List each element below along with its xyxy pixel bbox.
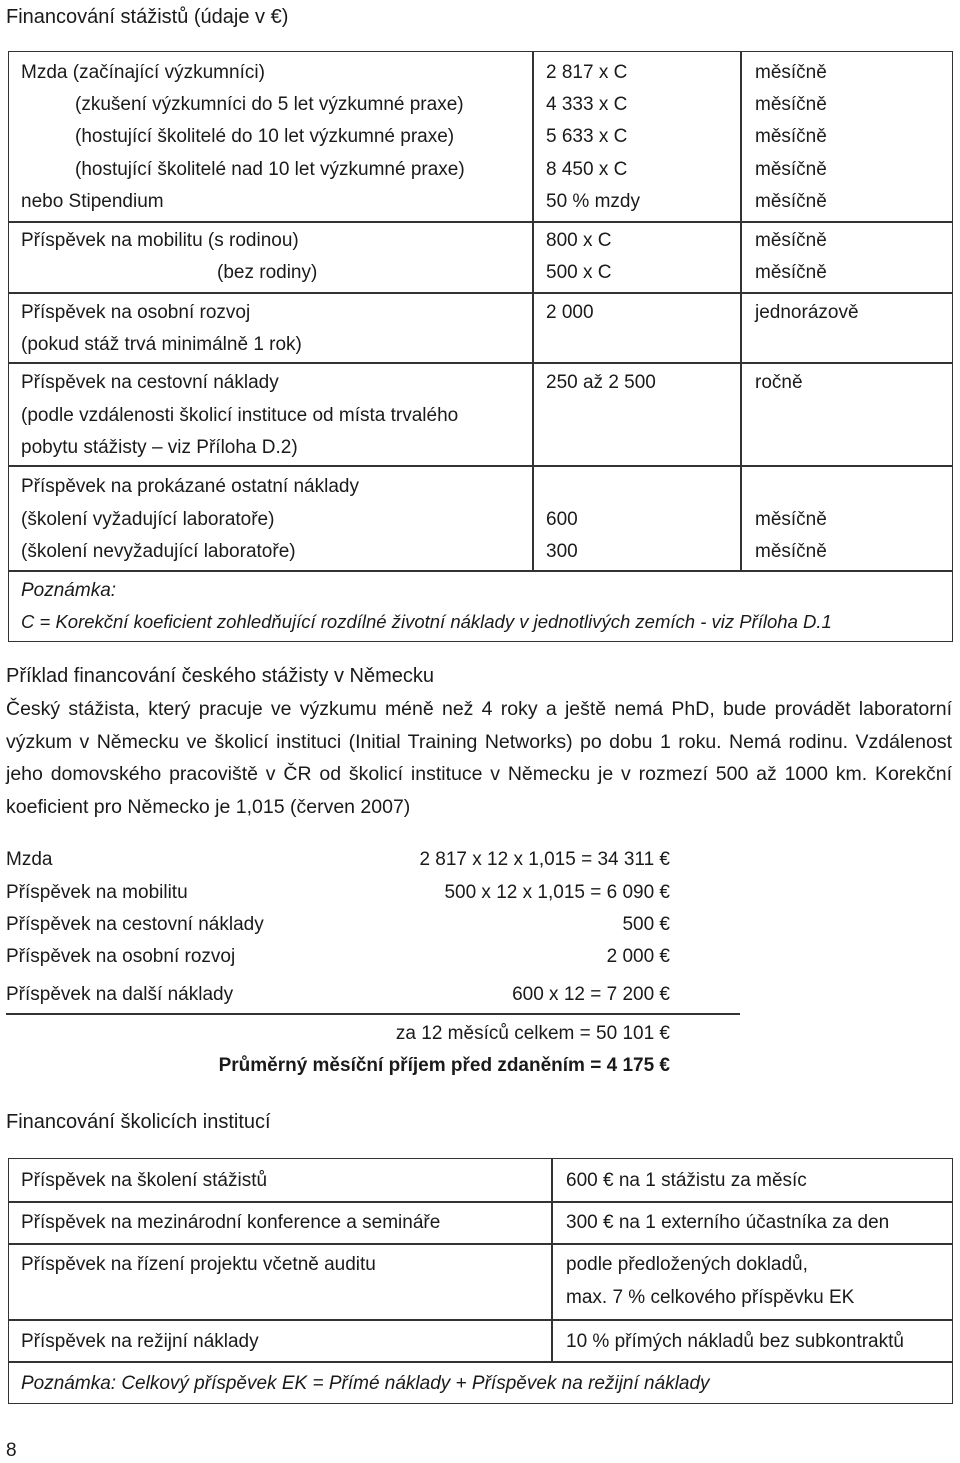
table1-cell-value: 300	[546, 541, 578, 562]
calc-value: 2 000 €	[606, 946, 670, 967]
table1-cell-label: (hostující školitelé nad 10 let výzkumné praxe)	[75, 159, 465, 180]
table1-cell-value: 500 x C	[546, 262, 612, 283]
table1-cell-label: Příspěvek na cestovní náklady	[21, 372, 279, 393]
table2-cell-value: 10 % přímých nákladů bez subkontraktů	[566, 1331, 904, 1352]
table2-cell-label: Příspěvek na školení stážistů	[21, 1170, 268, 1191]
table2-row-divider	[8, 1361, 953, 1363]
table1-cell-label: (podle vzdálenosti školicí instituce od místa trvalého	[21, 405, 459, 426]
table1-cell-value: 4 333 x C	[546, 94, 628, 115]
table2-col-divider	[551, 1158, 553, 1362]
calc-value: 500 €	[622, 914, 670, 935]
table1-cell-period: měsíčně	[755, 509, 827, 530]
table2-cell-label: Příspěvek na řízení projektu včetně auditu	[21, 1254, 376, 1275]
table1-cell-value: 600	[546, 509, 578, 530]
table2-cell-label: Příspěvek na mezinárodní konference a semináře	[21, 1212, 441, 1233]
page-number: 8	[6, 1440, 17, 1461]
table1-row-divider	[8, 221, 953, 223]
table1-cell-period: měsíčně	[755, 541, 827, 562]
table1-cell-label: Mzda (začínající výzkumníci)	[21, 62, 265, 83]
table2-cell-value: max. 7 % celkového příspěvku EK	[566, 1287, 855, 1308]
table2-cell-label: Příspěvek na režijní náklady	[21, 1331, 259, 1352]
table1-cell-period: měsíčně	[755, 230, 827, 251]
table2-cell-value: podle předložených dokladů,	[566, 1254, 808, 1275]
table1-cell-period: měsíčně	[755, 191, 827, 212]
table1-cell-period: měsíčně	[755, 159, 827, 180]
table1-cell-label: (školení vyžadující laboratoře)	[21, 509, 275, 530]
table1-note-text: C = Korekční koeficient zohledňující rozdílné životní náklady v jednotlivých zemích - viz Příloha D.1	[21, 611, 832, 632]
table1-cell-label: (pokud stáž trvá minimálně 1 rok)	[21, 334, 302, 355]
table1-row-divider	[8, 362, 953, 364]
table1-cell-value: 2 000	[546, 302, 594, 323]
calc-value: 600 x 12 = 7 200 €	[512, 984, 670, 1005]
section-title-trainee-funding: Financování stážistů (údaje v €)	[6, 6, 289, 28]
calc-value: 500 x 12 x 1,015 = 6 090 €	[444, 882, 670, 903]
table1-cell-label: Příspěvek na mobilitu (s rodinou)	[21, 230, 299, 251]
table1-cell-period: měsíčně	[755, 62, 827, 83]
table2-row-divider	[8, 1319, 953, 1321]
institution-funding-table	[8, 1158, 953, 1404]
table1-cell-label: (školení nevyžadující laboratoře)	[21, 541, 296, 562]
table2-row-divider	[8, 1201, 953, 1203]
table1-cell-label: Příspěvek na osobní rozvoj	[21, 302, 251, 323]
table1-cell-period: měsíčně	[755, 262, 827, 283]
table1-cell-period: měsíčně	[755, 94, 827, 115]
table1-cell-value: 2 817 x C	[546, 62, 628, 83]
table1-cell-label: pobytu stážisty – viz Příloha D.2)	[21, 437, 298, 458]
table2-note: Poznámka: Celkový příspěvek EK = Přímé náklady + Příspěvek na režijní náklady	[21, 1373, 710, 1394]
section-title-institution-funding: Financování školicích institucí	[6, 1111, 271, 1133]
example-title: Příklad financování českého stážisty v Německu	[6, 665, 434, 687]
table1-cell-value: 250 až 2 500	[546, 372, 656, 393]
table1-cell-label: Příspěvek na prokázané ostatní náklady	[21, 476, 359, 497]
table1-col-divider-1	[532, 51, 534, 571]
table1-col-divider-2	[740, 51, 742, 571]
table2-cell-value: 600 € na 1 stážistu za měsíc	[566, 1170, 807, 1191]
calc-label: Příspěvek na mobilitu	[6, 882, 188, 903]
table2-row-divider	[8, 1243, 953, 1245]
calc-label: Příspěvek na osobní rozvoj	[6, 946, 236, 967]
table1-row-divider	[8, 292, 953, 294]
table1-cell-value: 50 % mzdy	[546, 191, 640, 212]
table1-cell-value: 8 450 x C	[546, 159, 628, 180]
calc-value: 2 817 x 12 x 1,015 = 34 311 €	[419, 849, 670, 870]
table1-cell-period: měsíčně	[755, 126, 827, 147]
table1-cell-period: ročně	[755, 372, 803, 393]
table1-cell-label: (zkušení výzkumníci do 5 let výzkumné praxe)	[75, 94, 464, 115]
calc-label: Příspěvek na další náklady	[6, 984, 234, 1005]
table1-cell-label: (hostující školitelé do 10 let výzkumné praxe)	[75, 126, 455, 147]
calc-average: Průměrný měsíční příjem před zdaněním = 4 175 €	[218, 1055, 670, 1076]
calc-sum-line	[6, 1013, 740, 1015]
calc-label: Mzda	[6, 849, 53, 870]
table2-cell-value: 300 € na 1 externího účastníka za den	[566, 1212, 890, 1233]
table1-row-divider	[8, 570, 953, 572]
calc-label: Příspěvek na cestovní náklady	[6, 914, 264, 935]
table1-cell-value: 5 633 x C	[546, 126, 628, 147]
table1-cell-value: 800 x C	[546, 230, 612, 251]
table1-cell-label: (bez rodiny)	[217, 262, 318, 283]
calc-total: za 12 měsíců celkem = 50 101 €	[395, 1023, 670, 1044]
example-paragraph: Český stážista, který pracuje ve výzkumu méně než 4 roky a ještě nemá PhD, bude provádět laboratorní výzkum v Německu ve školicí instituci (Initial Training Networks) po dobu 1 roku. Nemá rodinu. Vzdálenost jeho domovského pracoviště v ČR od školicí instituce v Německu je v rozmezí 500 až 1000 km. Korekční koeficient pro Německo je 1,015 (červen 2007)	[6, 698, 952, 818]
table1-note-label: Poznámka:	[21, 580, 117, 601]
table1-cell-label: nebo Stipendium	[21, 191, 164, 212]
table1-row-divider	[8, 465, 953, 467]
table1-cell-period: jednorázově	[755, 302, 859, 323]
